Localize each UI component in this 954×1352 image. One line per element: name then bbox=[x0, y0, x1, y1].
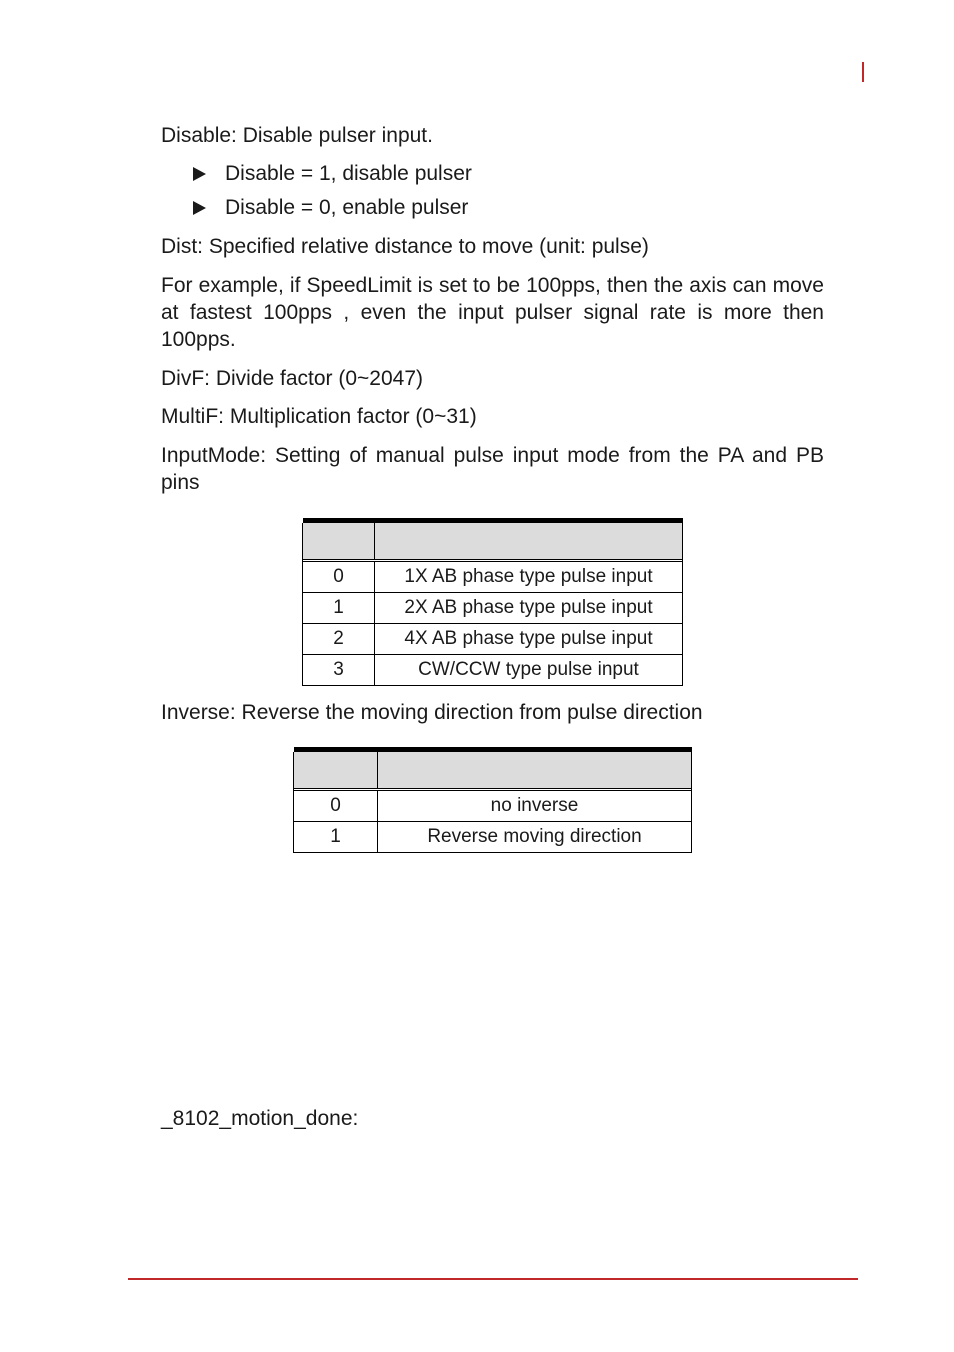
table-cell: 2 bbox=[303, 624, 375, 655]
inverse-table bbox=[293, 747, 692, 853]
table-header-cell bbox=[378, 752, 692, 789]
list-item-text: Disable = 1, disable pulser bbox=[225, 162, 472, 185]
table-cell: Reverse moving direction bbox=[378, 822, 692, 853]
table-cell: 3 bbox=[303, 655, 375, 686]
header-accent-bar bbox=[862, 62, 864, 82]
table-cell: 1 bbox=[294, 822, 378, 853]
footer-rule bbox=[128, 1278, 858, 1280]
inverse-description: Inverse: Reverse the moving direction from pulse direction bbox=[161, 701, 703, 724]
table-cell: 0 bbox=[294, 791, 378, 822]
multif-description: MultiF: Multiplication factor (0~31) bbox=[161, 405, 477, 428]
inputmode-table bbox=[302, 518, 683, 686]
table-cell: 0 bbox=[303, 562, 375, 593]
table-header-cell bbox=[294, 752, 378, 789]
table-header-cell bbox=[375, 523, 683, 560]
motion-done-heading: _8102_motion_done: bbox=[161, 1107, 359, 1130]
table-cell: 1 bbox=[303, 593, 375, 624]
divf-description: DivF: Divide factor (0~2047) bbox=[161, 367, 424, 390]
table-row bbox=[303, 562, 683, 593]
table-row bbox=[294, 791, 692, 822]
table-row bbox=[303, 593, 683, 624]
list-item-text: Disable = 0, enable pulser bbox=[225, 196, 469, 219]
table-cell: CW/CCW type pulse input bbox=[375, 655, 683, 686]
triangle-bullet-icon bbox=[193, 201, 206, 215]
inputmode-description: InputMode: Setting of manual pulse input mode from the PA and PB pins bbox=[161, 444, 824, 494]
disable-description: Disable: Disable pulser input. bbox=[161, 124, 433, 147]
table-cell: no inverse bbox=[378, 791, 692, 822]
table-cell: 1X AB phase type pulse input bbox=[375, 562, 683, 593]
table-cell: 4X AB phase type pulse input bbox=[375, 624, 683, 655]
table-row bbox=[303, 655, 683, 686]
triangle-bullet-icon bbox=[193, 167, 206, 181]
table-cell: 2X AB phase type pulse input bbox=[375, 593, 683, 624]
dist-description: Dist: Specified relative distance to move (unit: pulse) bbox=[161, 235, 649, 258]
list-item bbox=[193, 194, 468, 221]
table-row bbox=[303, 624, 683, 655]
example-paragraph: For example, if SpeedLimit is set to be 100pps, then the axis can move at fastest 100pps , even the input pulser signal rate is more then 100pps. bbox=[161, 274, 824, 351]
list-item bbox=[193, 160, 472, 187]
table-row bbox=[294, 822, 692, 853]
table-header-cell bbox=[303, 523, 375, 560]
